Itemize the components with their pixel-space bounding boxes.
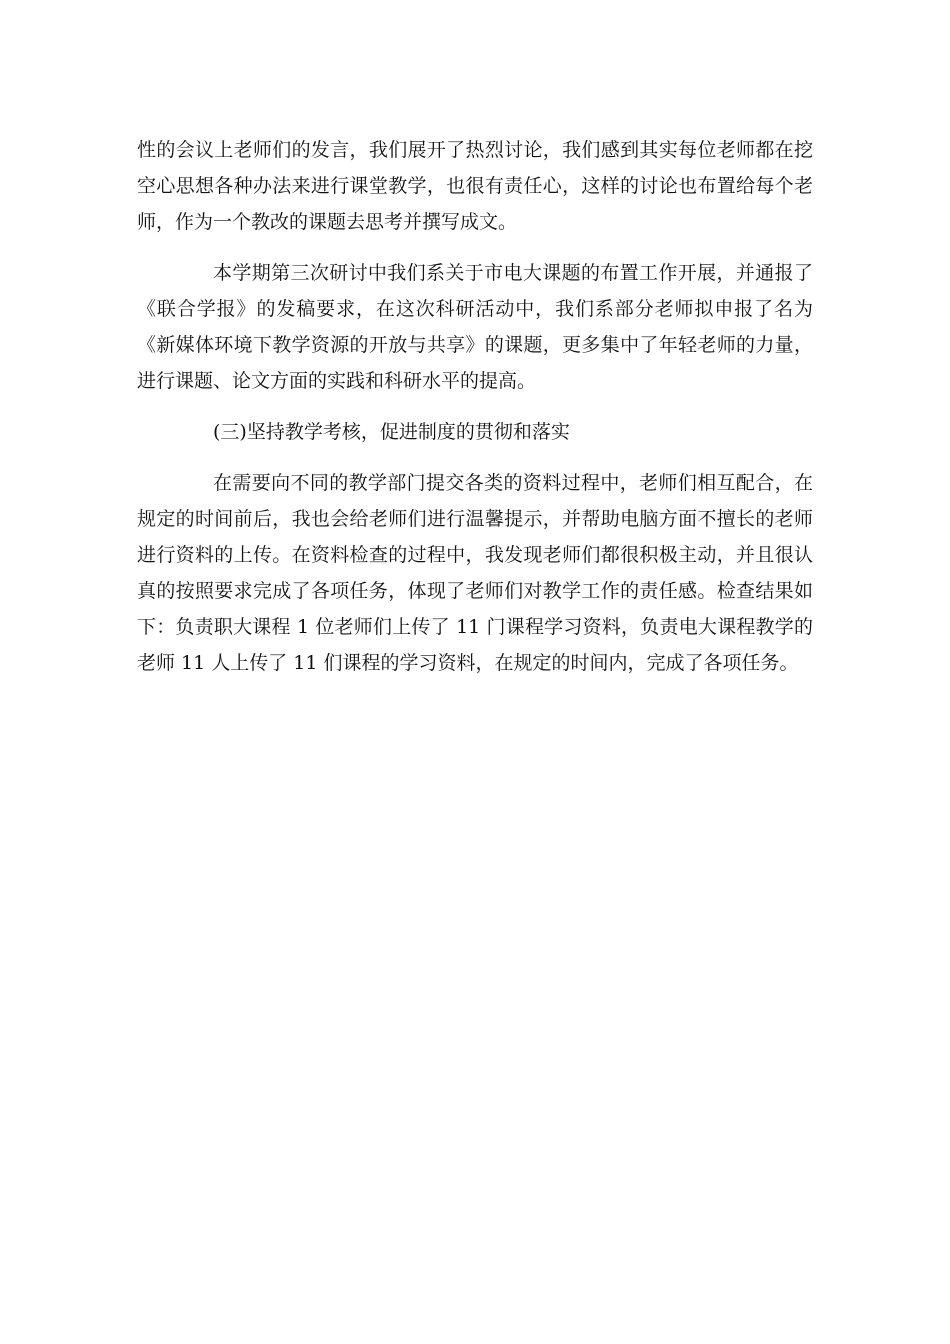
paragraph-continued-discussion: 性的会议上老师们的发言，我们展开了热烈讨论，我们感到其实每位老师都在挖空心思想各种办法来进行课堂教学，也很有责任心，这样的讨论也布置给每个老师，作为一个教改的课题去思考并撰写成文。 xyxy=(137,139,813,233)
section-heading-teaching-assessment: (三)坚持教学考核，促进制度的贯彻和落实 xyxy=(213,421,570,443)
paragraph-third-seminar: 本学期第三次研讨中我们系关于市电大课题的布置工作开展，并通报了《联合学报》的发稿要求，在这次科研活动中，我们系部分老师拟申报了名为《新媒体环境下教学资源的开放与共享》的课题，更多集中了年轻老师的力量，进行课题、论文方面的实践和科研水平的提高。 xyxy=(137,262,813,392)
document-body xyxy=(137,132,813,681)
paragraph-materials-submission: 在需要向不同的教学部门提交各类的资料过程中，老师们相互配合，在规定的时间前后，我也会给老师们进行温馨提示，并帮助电脑方面不擅长的老师进行资料的上传。在资料检查的过程中，我发现老师们都很积极主动，并且很认真的按照要求完成了各项任务，体现了老师们对教学工作的责任感。检查结果如下：负责职大课程 1 位老师们上传了 11 门课程学习资料，负责电大课程教学的老师 11 人上传了 11 们课程的学习资料，在规定的时间内，完成了各项任务。 xyxy=(137,472,813,674)
